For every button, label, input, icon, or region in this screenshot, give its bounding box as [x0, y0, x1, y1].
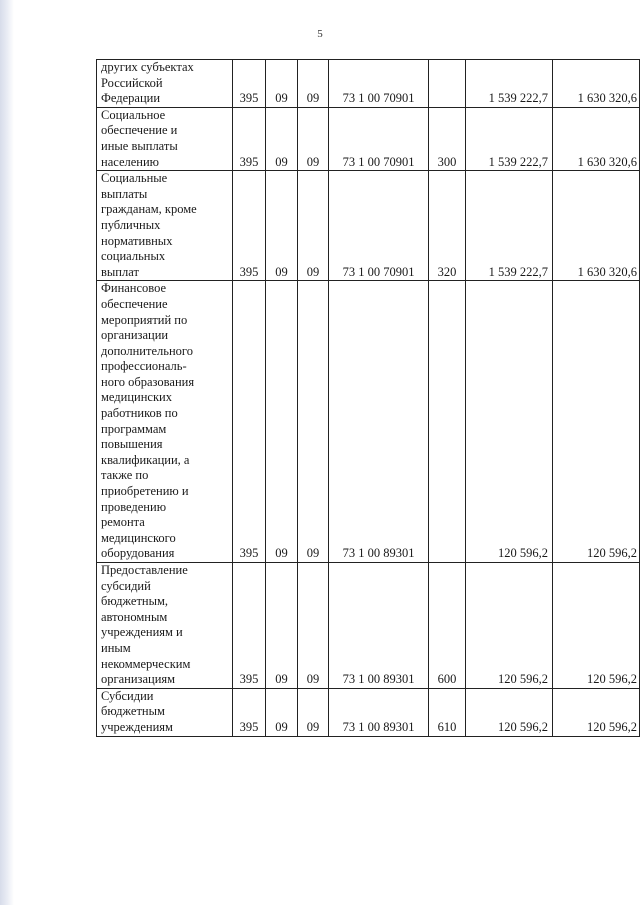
- sum-year2-cell: 120 596,2: [553, 563, 640, 689]
- ministry-code-cell: 395: [233, 171, 266, 281]
- row-name-line: других субъектах: [101, 60, 194, 74]
- row-name-line: учреждениям: [101, 719, 173, 734]
- ministry-code-cell: 395: [233, 60, 266, 108]
- sum-year2-cell: 1 630 320,6: [553, 107, 640, 170]
- row-name-line: Предоставление: [101, 563, 188, 577]
- subsection-code-cell: 09: [298, 688, 329, 736]
- subsection-code-cell: 09: [298, 171, 329, 281]
- sum-year1-cell: 120 596,2: [466, 688, 553, 736]
- target-article-cell: 73 1 00 89301: [329, 281, 429, 563]
- row-name-line: организации: [101, 328, 169, 343]
- row-name-line: субсидий: [101, 578, 151, 593]
- section-code-cell: 09: [266, 688, 298, 736]
- ministry-code-cell: 395: [233, 107, 266, 170]
- row-name-line: Федерации: [101, 91, 161, 106]
- row-name-cell: [97, 281, 233, 563]
- row-name-line: Российской: [101, 75, 163, 90]
- expense-type-cell: [429, 281, 466, 563]
- row-name-line: обеспечение и: [101, 123, 178, 138]
- target-article-cell: 73 1 00 89301: [329, 688, 429, 736]
- row-name-line: повышения: [101, 437, 163, 452]
- row-name-line: ремонта: [101, 515, 145, 530]
- row-name-cell: [97, 107, 233, 170]
- page-number: 5: [317, 28, 323, 40]
- row-name-line: выплаты: [101, 186, 148, 201]
- scan-edge-shadow: [0, 0, 14, 905]
- expense-type-cell: 600: [429, 563, 466, 689]
- sum-year1-cell: 1 539 222,7: [466, 107, 553, 170]
- section-code-cell: 09: [266, 60, 298, 108]
- row-name-line: гражданам, кроме: [101, 202, 197, 217]
- table-row: [97, 171, 640, 281]
- section-code-cell: 09: [266, 281, 298, 563]
- sum-year1-cell: 1 539 222,7: [466, 60, 553, 108]
- row-name-line: профессиональ-: [101, 359, 187, 374]
- sum-year2-cell: 120 596,2: [553, 281, 640, 563]
- table-row: [97, 107, 640, 170]
- subsection-code-cell: 09: [298, 60, 329, 108]
- subsection-code-cell: 09: [298, 563, 329, 689]
- expense-type-cell: 320: [429, 171, 466, 281]
- row-name-cell: [97, 688, 233, 736]
- target-article-cell: 73 1 00 70901: [329, 171, 429, 281]
- table-row: [97, 281, 640, 563]
- expense-type-cell: 610: [429, 688, 466, 736]
- row-name-line: иным: [101, 640, 131, 655]
- row-name-line: социальных: [101, 249, 166, 264]
- row-name-line: бюджетным: [101, 704, 165, 719]
- row-name-line: обеспечение: [101, 296, 168, 311]
- row-name-line: дополнительного: [101, 343, 193, 358]
- row-name-line: ного образования: [101, 374, 195, 389]
- row-name-line: также по: [101, 468, 149, 483]
- row-name-line: организациям: [101, 672, 176, 687]
- section-code-cell: 09: [266, 563, 298, 689]
- expense-type-cell: 300: [429, 107, 466, 170]
- table-row: [97, 688, 640, 736]
- row-name-cell: [97, 171, 233, 281]
- table-row: [97, 60, 640, 108]
- row-name-line: оборудования: [101, 546, 175, 561]
- expense-type-cell: [429, 60, 466, 108]
- table-row: [97, 563, 640, 689]
- row-name-line: Субсидии: [101, 688, 154, 703]
- row-name-line: иные выплаты: [101, 138, 178, 153]
- sum-year2-cell: 120 596,2: [553, 688, 640, 736]
- section-code-cell: 09: [266, 107, 298, 170]
- row-name-line: мероприятий по: [101, 312, 188, 327]
- row-name-line: проведению: [101, 499, 167, 514]
- row-name-line: публичных: [101, 217, 161, 232]
- target-article-cell: 73 1 00 70901: [329, 60, 429, 108]
- sum-year2-cell: 1 630 320,6: [553, 60, 640, 108]
- row-name-line: программам: [101, 421, 167, 436]
- row-name-cell: [97, 60, 233, 108]
- row-name-line: Финансовое: [101, 281, 167, 296]
- ministry-code-cell: 395: [233, 688, 266, 736]
- row-name-line: Социальное: [101, 107, 166, 122]
- subsection-code-cell: 09: [298, 107, 329, 170]
- row-name-line: квалификации, а: [101, 452, 190, 467]
- row-name-line: Социальные: [101, 171, 168, 186]
- sum-year1-cell: 120 596,2: [466, 281, 553, 563]
- row-name-line: работников по: [101, 406, 178, 421]
- sum-year1-cell: 120 596,2: [466, 563, 553, 689]
- ministry-code-cell: 395: [233, 281, 266, 563]
- row-name-cell: [97, 563, 233, 689]
- sum-year1-cell: 1 539 222,7: [466, 171, 553, 281]
- section-code-cell: 09: [266, 171, 298, 281]
- row-name-line: населению: [101, 154, 159, 169]
- row-name-line: некоммерческим: [101, 656, 191, 671]
- target-article-cell: 73 1 00 70901: [329, 107, 429, 170]
- row-name-line: медицинского: [101, 530, 176, 545]
- row-name-line: автономным: [101, 609, 168, 624]
- row-name-line: выплат: [101, 264, 139, 279]
- ministry-code-cell: 395: [233, 563, 266, 689]
- row-name-line: нормативных: [101, 233, 173, 248]
- row-name-line: медицинских: [101, 390, 172, 405]
- subsection-code-cell: 09: [298, 281, 329, 563]
- target-article-cell: 73 1 00 89301: [329, 563, 429, 689]
- row-name-line: учреждениям и: [101, 625, 183, 640]
- row-name-line: бюджетным,: [101, 594, 169, 609]
- budget-table: [96, 59, 640, 737]
- row-name-line: приобретению и: [101, 484, 189, 499]
- sum-year2-cell: 1 630 320,6: [553, 171, 640, 281]
